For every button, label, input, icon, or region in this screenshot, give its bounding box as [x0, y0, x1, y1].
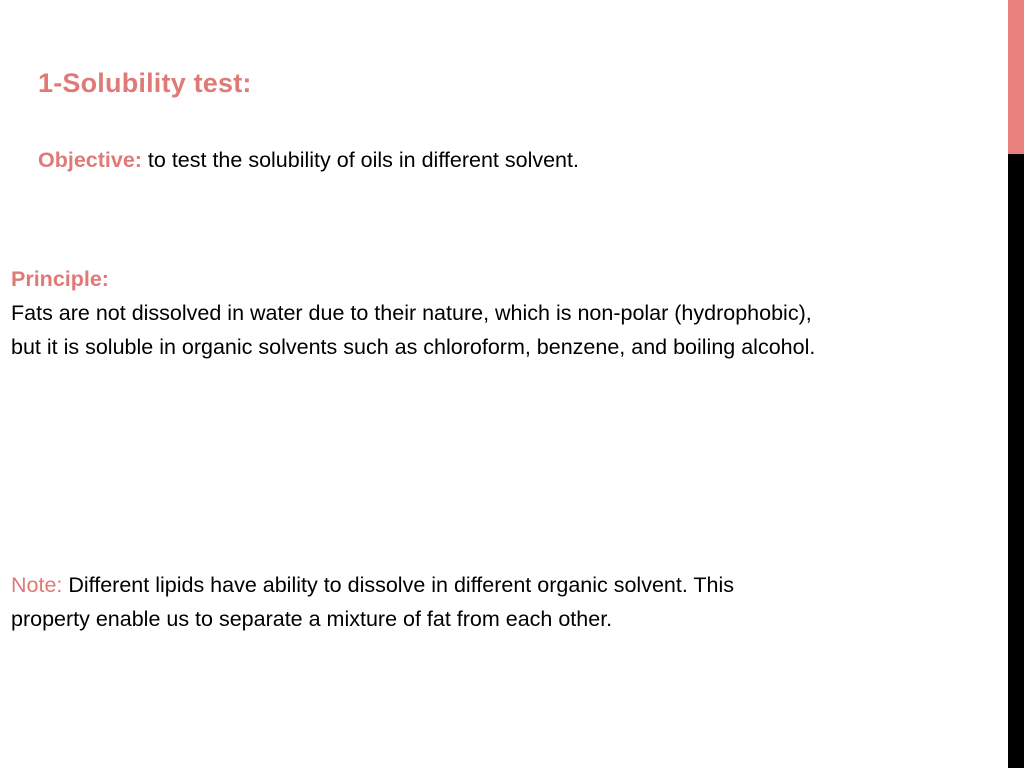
principle-section — [11, 262, 1001, 364]
note-line-1 — [11, 568, 1001, 602]
side-dark-bar — [1008, 154, 1024, 768]
objective-text: to test the solubility of oils in different solvent. — [141, 148, 579, 172]
principle-text-line-2: but it is soluble in organic solvents such as chloroform, benzene, and boiling alcohol. — [11, 335, 816, 359]
note-label: Note: — [11, 573, 63, 597]
principle-label: Principle: — [11, 267, 109, 291]
principle-text-line-1: Fats are not dissolved in water due to their nature, which is non-polar (hydrophobic), — [11, 301, 812, 325]
note-text-line-1: Different lipids have ability to dissolve in different organic solvent. This — [62, 573, 735, 597]
objective-paragraph — [38, 147, 579, 175]
objective-label: Objective: — [38, 148, 142, 172]
note-text-line-2: property enable us to separate a mixture of fat from each other. — [11, 607, 613, 631]
note-section — [11, 568, 1001, 636]
side-accent-bar — [1008, 0, 1024, 154]
slide-title: 1-Solubility test: — [38, 68, 252, 98]
